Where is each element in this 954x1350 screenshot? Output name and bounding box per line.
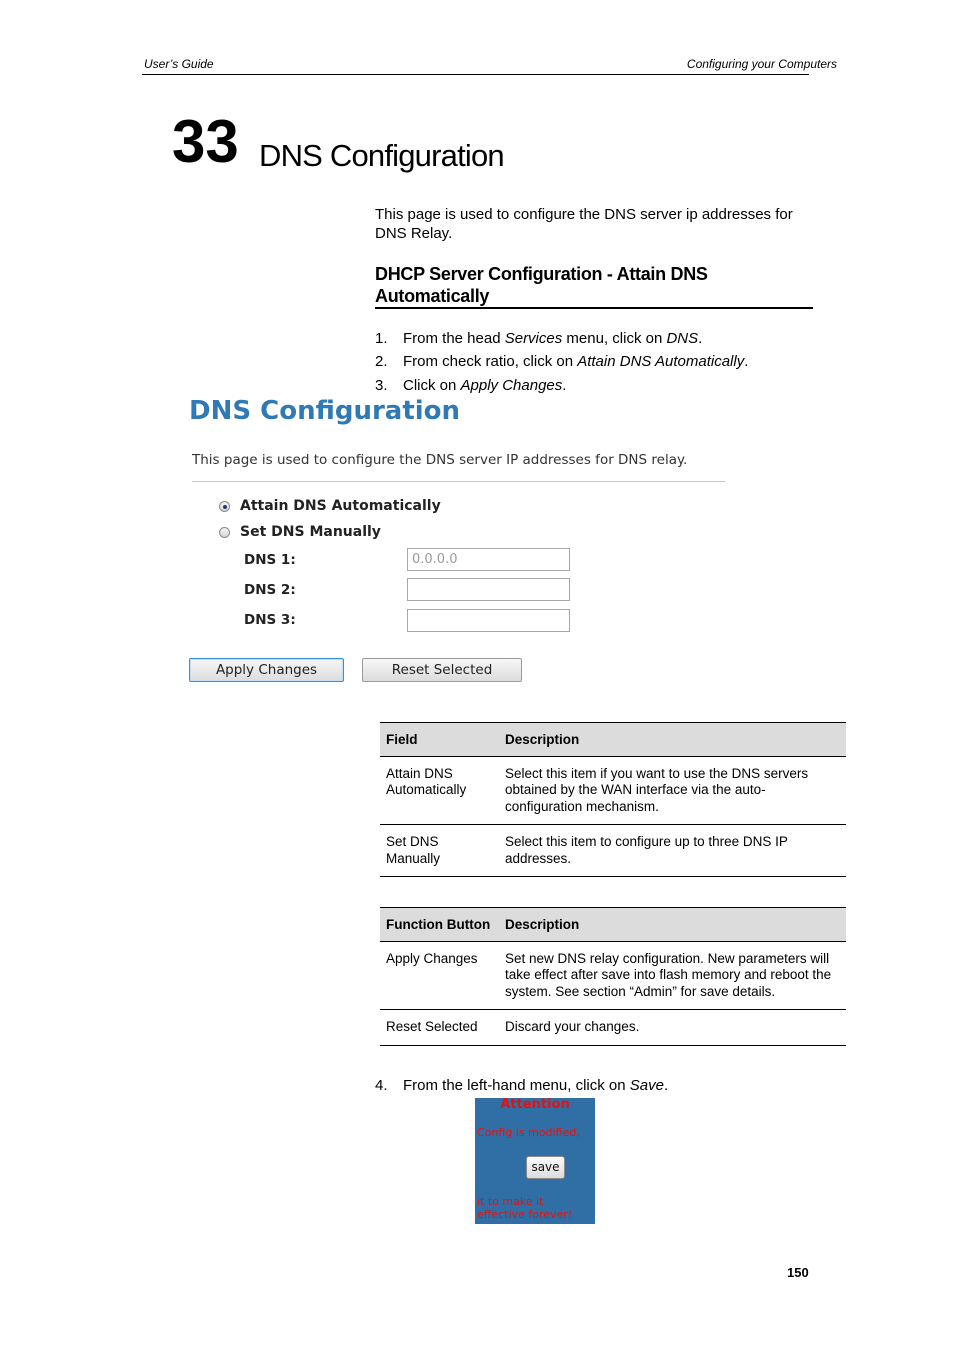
section-title: DHCP Server Configuration - Attain DNS Automatically <box>375 264 708 306</box>
header-right: Configuring your Computers <box>686 57 837 71</box>
step-text: Click on <box>403 377 461 394</box>
step-emphasis: DNS <box>666 330 699 347</box>
dns1-input[interactable]: 0.0.0.0 <box>407 548 570 571</box>
step-emphasis: Apply Changes <box>460 377 563 394</box>
table-cell: Apply Changes <box>380 941 499 1010</box>
table-cell: Set new DNS relay configuration. New parameters will take effect after save into flash memory and reboot the system. See section “Admin” for save details. <box>499 941 846 1010</box>
table-header: Description <box>499 723 846 757</box>
table-row <box>380 756 846 825</box>
step-number: 3. <box>375 377 388 394</box>
header-divider <box>142 74 809 75</box>
step-text: . <box>698 330 703 347</box>
field-table <box>380 722 846 877</box>
table-cell: Select this item if you want to use the DNS servers obtained by the WAN interface via the auto-configuration mechanism. <box>499 756 846 825</box>
step-text: From check ratio, click on <box>403 353 578 370</box>
set-dns-manually-radio[interactable] <box>219 527 230 538</box>
dns3-label: DNS 3: <box>244 612 296 628</box>
intro-paragraph: This page is used to configure the DNS server ip addresses for DNS Relay. <box>375 206 793 242</box>
table-header-row <box>380 723 846 757</box>
dns-config-title: DNS Configuration <box>189 396 461 426</box>
table-row <box>380 1010 846 1046</box>
step-number: 1. <box>375 330 388 347</box>
table-row <box>380 941 846 1010</box>
attention-title: Attention <box>500 1098 570 1112</box>
table-header: Field <box>380 723 499 757</box>
attention-footer: it to make it effective forever! <box>477 1195 573 1221</box>
step-text: . <box>744 353 749 370</box>
step-2 <box>375 352 748 371</box>
page-number: 150 <box>787 1265 809 1280</box>
table-row <box>380 825 846 877</box>
attain-dns-label[interactable]: Attain DNS Automatically <box>240 498 441 514</box>
table-cell: Reset Selected <box>380 1010 499 1046</box>
apply-changes-button[interactable]: Apply Changes <box>189 658 344 682</box>
set-dns-manually-label[interactable]: Set DNS Manually <box>240 524 381 540</box>
attention-panel <box>475 1098 595 1224</box>
step-text: From the left-hand menu, click on <box>403 1077 630 1094</box>
attain-dns-radio[interactable] <box>219 501 230 512</box>
table-cell: Set DNS Manually <box>380 825 499 877</box>
dns-config-divider <box>192 481 725 482</box>
step-number: 4. <box>375 1077 388 1094</box>
step-text: menu, click on <box>562 330 667 347</box>
table-header: Description <box>499 908 846 942</box>
reset-selected-button[interactable]: Reset Selected <box>362 658 522 682</box>
dns-config-description: This page is used to configure the DNS server IP addresses for DNS relay. <box>192 452 688 468</box>
step-3 <box>375 376 566 395</box>
step-1 <box>375 329 702 348</box>
chapter-number: 33 <box>172 108 239 175</box>
step-emphasis: Attain DNS Automatically <box>577 353 745 370</box>
step-text: From the head <box>403 330 505 347</box>
step-text: . <box>562 377 567 394</box>
function-button-table <box>380 907 846 1046</box>
section-divider <box>375 307 813 309</box>
attention-message: Config is modified, <box>477 1126 580 1139</box>
table-header-row <box>380 908 846 942</box>
save-button[interactable]: save <box>526 1156 565 1179</box>
step-4 <box>375 1076 668 1095</box>
table-header: Function Button <box>380 908 499 942</box>
step-emphasis: Save <box>629 1077 664 1094</box>
step-number: 2. <box>375 353 388 370</box>
chapter-title: DNS Configuration <box>259 138 504 173</box>
table-cell: Select this item to configure up to three DNS IP addresses. <box>499 825 846 877</box>
dns2-label: DNS 2: <box>244 582 296 598</box>
step-emphasis: Services <box>504 330 563 347</box>
dns2-input[interactable] <box>407 578 570 601</box>
header-left: User’s Guide <box>144 57 214 71</box>
dns3-input[interactable] <box>407 609 570 632</box>
table-cell: Discard your changes. <box>499 1010 846 1046</box>
dns1-label: DNS 1: <box>244 552 296 568</box>
table-cell: Attain DNS Automatically <box>380 756 499 825</box>
step-text: . <box>663 1077 669 1094</box>
